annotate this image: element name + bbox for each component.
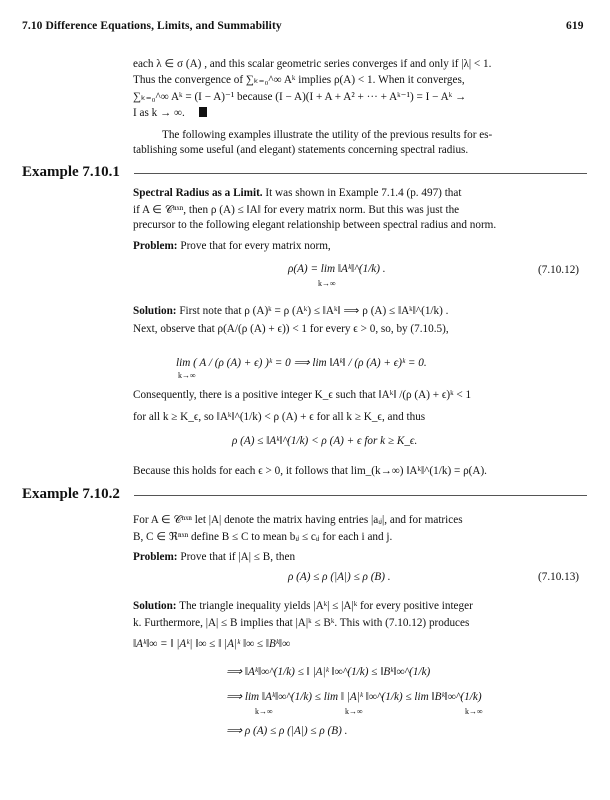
solution-label-2: Solution:: [133, 600, 177, 612]
example-1-conclusion: Because this holds for each ϵ > 0, it follows that lim_(k→∞) ‖Aᵏ‖^(1/k) = ρ(A).: [133, 465, 487, 477]
example-1-solution-line-1: [133, 304, 448, 319]
transition-line-1: The following examples illustrate the utility of the previous results for es-: [162, 129, 493, 141]
limit-equation-sub: k→∞: [178, 371, 196, 380]
intro-line-2: Thus the convergence of ∑ₖ₌₀^∞ Aᵏ implies ρ(A) < 1. When it converges,: [133, 74, 465, 86]
page-number: 619: [566, 20, 584, 32]
solution-2-line-1-text: The triangle inequality yields |Aᵏ| ≤ |A|ᵏ for every positive integer: [176, 600, 473, 612]
example-2-line-1: For A ∈ 𝒞ⁿˣⁿ let |A| denote the matrix having entries |aᵢⱼ|, and for matrices: [133, 514, 463, 526]
example-1-rule: [134, 173, 587, 174]
example-1-solution-line-3: Consequently, there is a positive integer K_ϵ such that ‖Aᵏ‖ /(ρ (A) + ϵ)ᵏ < 1: [133, 389, 472, 401]
example-1-line-3: precursor to the following elegant relationship between spectral radius and norm.: [133, 219, 497, 231]
example-1-solution-line-4: for all k ≥ K_ϵ, so ‖Aᵏ‖^(1/k) < ρ (A) + ϵ for all k ≥ K_ϵ, and thus: [133, 411, 426, 423]
equation-number-7-10-13: (7.10.13): [538, 571, 580, 583]
example-1-line-1: [133, 186, 461, 201]
solution-label: Solution:: [133, 305, 177, 317]
example-1-line-1-text: It was shown in Example 7.1.4 (p. 497) that: [262, 187, 462, 199]
equation-7-10-13: ρ (A) ≤ ρ (|A|) ≤ ρ (B) .: [288, 571, 391, 583]
intro-line-4-text: I as k → ∞.: [133, 107, 185, 119]
intro-line-3: ∑ₖ₌₀^∞ Aᵏ = (I − A)⁻¹ because (I − A)(I + A + A² + ··· + Aᵏ⁻¹) = I − Aᵏ →: [133, 91, 467, 103]
intro-line-4: [133, 106, 207, 121]
example-1-title: Spectral Radius as a Limit.: [133, 187, 263, 199]
inequality-chain-2: ⟹ ‖Aᵏ‖∞^(1/k) ≤ ‖ |A|ᵏ ‖∞^(1/k) ≤ ‖Bᵏ‖∞^(1/k): [226, 666, 431, 678]
problem-text: Prove that for every matrix norm,: [177, 240, 331, 252]
equation-number-7-10-12: (7.10.12): [538, 264, 580, 276]
example-1-solution-line-2: Next, observe that ρ(A/(ρ (A) + ϵ)) < 1 for every ϵ > 0, so, by (7.10.5),: [133, 323, 449, 335]
chain-3-sub-2: k→∞: [345, 707, 363, 716]
example-1-problem: [133, 239, 331, 254]
solution-line-1-text: First note that ρ (A)ᵏ = ρ (Aᵏ) ≤ ‖Aᵏ‖ ⟹ ρ (A) ≤ ‖Aᵏ‖^(1/k) .: [176, 305, 449, 317]
running-header: 7.10 Difference Equations, Limits, and Summability: [22, 20, 282, 32]
example-2-rule: [134, 495, 587, 496]
bound-equation: ρ (A) ≤ ‖Aᵏ‖^(1/k) < ρ (A) + ϵ for k ≥ K_ϵ.: [232, 435, 418, 447]
inequality-chain-4: ⟹ ρ (A) ≤ ρ (|A|) ≤ ρ (B) .: [226, 725, 348, 737]
example-1-label: Example 7.10.1: [22, 164, 120, 180]
example-1-line-2: if A ∈ 𝒞ⁿˣⁿ, then ρ (A) ≤ ‖A‖ for every matrix norm. But this was just the: [133, 204, 460, 216]
problem-text-2: Prove that if |A| ≤ B, then: [177, 551, 296, 563]
transition-line-2: tablishing some useful (and elegant) statements concerning spectral radius.: [133, 144, 469, 156]
equation-7-10-12: ρ(A) = lim ‖Aᵏ‖^(1/k) .: [288, 263, 386, 275]
intro-line-1: each λ ∈ σ (A) , and this scalar geometric series converges if and only if |λ| < 1.: [133, 58, 492, 70]
chain-3-sub-1: k→∞: [255, 707, 273, 716]
equation-7-10-12-limit-sub: k→∞: [318, 279, 336, 288]
limit-equation: lim ( A / (ρ (A) + ϵ) )ᵏ = 0 ⟹ lim ‖Aᵏ‖ / (ρ (A) + ϵ)ᵏ = 0.: [176, 357, 427, 369]
qed-box-icon: [199, 107, 207, 117]
example-2-label: Example 7.10.2: [22, 486, 120, 502]
problem-label: Problem:: [133, 240, 178, 252]
inequality-chain-3: ⟹ lim ‖Aᵏ‖∞^(1/k) ≤ lim ‖ |A|ᵏ ‖∞^(1/k) ≤ lim ‖Bᵏ‖∞^(1/k): [226, 691, 482, 703]
example-2-line-2: B, C ∈ ℜⁿˣⁿ define B ≤ C to mean bᵢⱼ ≤ cᵢⱼ for each i and j.: [133, 531, 393, 543]
chain-3-sub-3: k→∞: [465, 707, 483, 716]
problem-label-2: Problem:: [133, 551, 178, 563]
example-2-problem: [133, 550, 295, 565]
example-2-solution-line-2: k. Furthermore, |A| ≤ B implies that |A|ᵏ ≤ Bᵏ. This with (7.10.12) produces: [133, 617, 470, 629]
inequality-chain-1: ‖Aᵏ‖∞ = ‖ |Aᵏ| ‖∞ ≤ ‖ |A|ᵏ ‖∞ ≤ ‖Bᵏ‖∞: [133, 638, 291, 650]
example-2-solution-line-1: [133, 599, 473, 614]
